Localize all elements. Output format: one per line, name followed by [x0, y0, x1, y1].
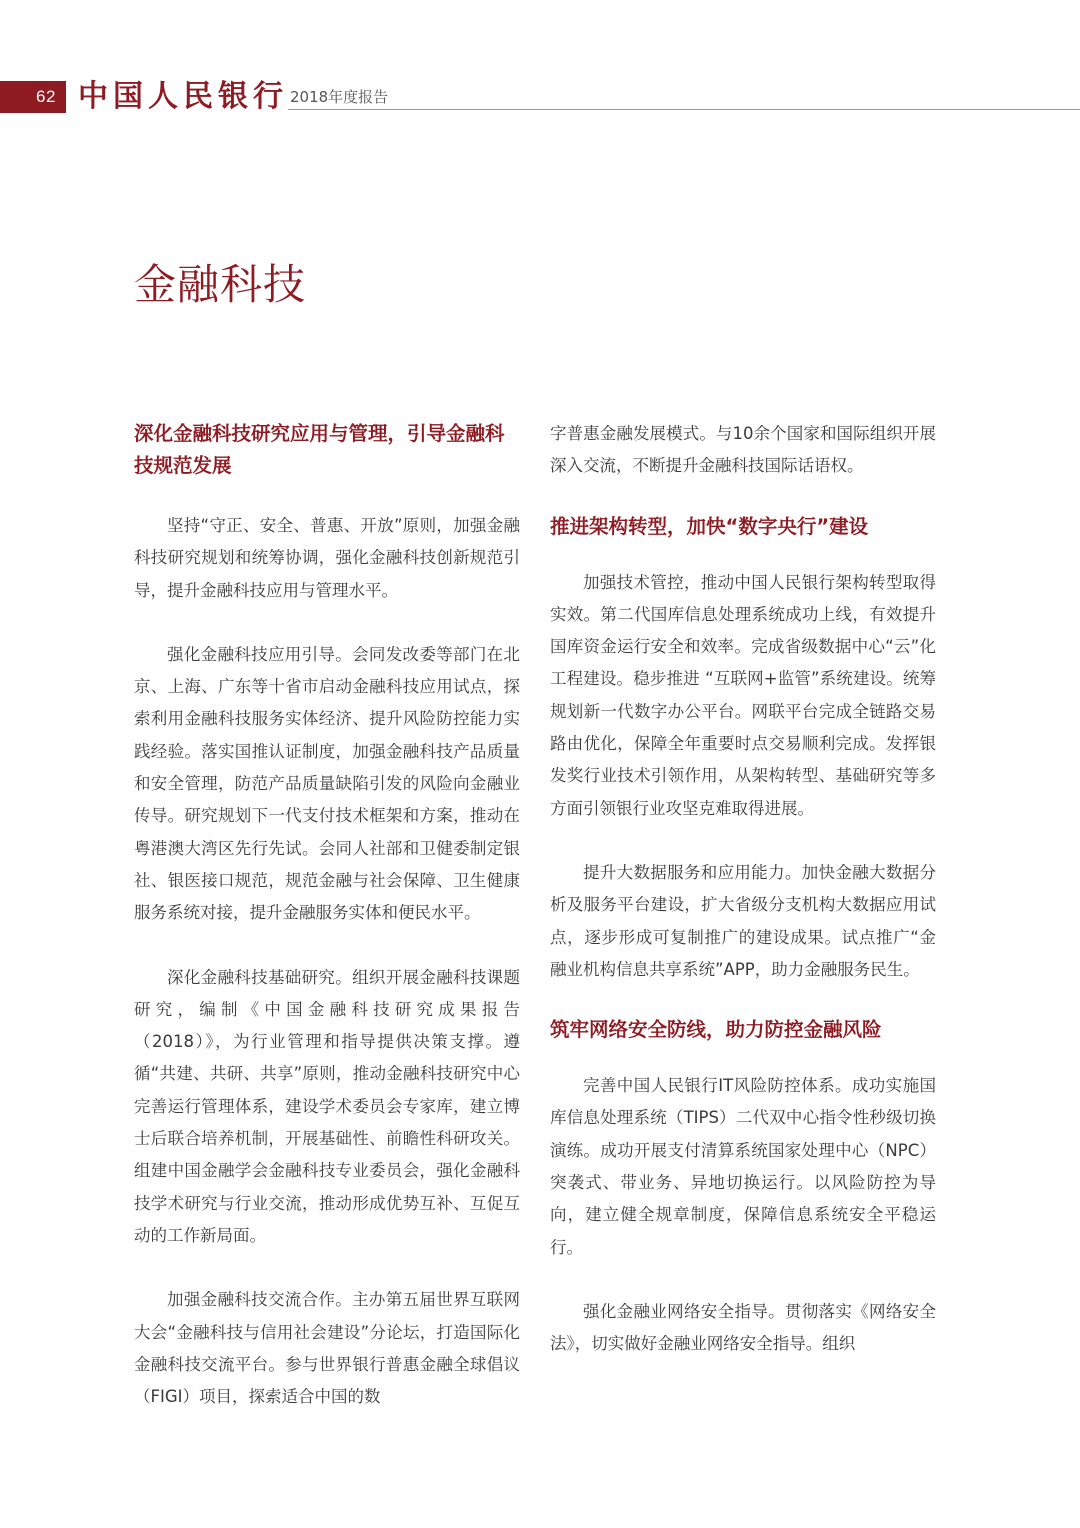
- bank-logo-text: 中国人民银行: [78, 79, 288, 114]
- paragraph: 加强技术管控，推动中国人民银行架构转型取得实效。第二代国库信息处理系统成功上线，有效提升国库资金运行安全和效率。完成省级数据中心“云”化工程建设。稳步推进 “互联网+监管”系统建设。统筹规划新一代数字办公平台。网联平台完成全链路交易路由优化，保障全年重要时点交易顺利完成。发挥银发奖行业技术引领作用，从架构转型、基础研究等多方面引领银行业攻坚克难取得进展。: [550, 572, 936, 818]
- page-number: 62: [36, 87, 56, 106]
- header-rule: [288, 109, 1080, 110]
- report-label: 2018年度报告: [290, 88, 389, 106]
- paragraph: 提升大数据服务和应用能力。加快金融大数据分析及服务平台建设，扩大省级分支机构大数据应用试点，逐步形成可复制推广的建设成果。试点推广“金融业机构信息共享系统”APP，助力金融服务民生。: [550, 862, 936, 979]
- paragraph: 深化金融科技基础研究。组织开展金融科技课题研究，编制《中国金融科技研究成果报告（2018）》，为行业管理和指导提供决策支撑。遵循“共建、共研、共享”原则，推动金融科技研究中心完善运行管理体系，建设学术委员会专家库，建立博士后联合培养机制，开展基础性、前瞻性科研攻关。组建中国金融学会金融科技专业委员会，强化金融科技学术研究与行业交流，推动形成优势互补、互促互动的工作新局面。: [134, 967, 520, 1245]
- page-title: 金融科技: [134, 260, 307, 309]
- left-column: [134, 418, 520, 1413]
- section-heading: 筑牢网络安全防线，助力防控金融风险: [550, 1018, 882, 1042]
- paragraph-continued: 字普惠金融发展模式。与10余个国家和国际组织开展深入交流，不断提升金融科技国际话语权。: [550, 424, 936, 476]
- paragraph: 坚持“守正、安全、普惠、开放”原则，加强金融科技研究规划和统筹协调，强化金融科技创新规范引导，提升金融科技应用与管理水平。: [134, 516, 520, 600]
- paragraph: 完善中国人民银行IT风险防控体系。成功实施国库信息处理系统（TIPS）二代双中心指令性秒级切换演练。成功开展支付清算系统国家处理中心（NPC）突袭式、带业务、异地切换运行。以风险防控为导向，建立健全规章制度，保障信息系统安全平稳运行。: [550, 1076, 936, 1257]
- paragraph: 加强金融科技交流合作。主办第五届世界互联网大会“金融科技与信用社会建设”分论坛，打造国际化金融科技交流平台。参与世界银行普惠金融全球倡议（FIGI）项目，探索适合中国的数: [134, 1290, 520, 1407]
- section-heading: 深化金融科技研究应用与管理，引导金融科技规范发展: [134, 422, 505, 477]
- paragraph: 强化金融科技应用引导。会同发改委等部门在北京、上海、广东等十省市启动金融科技应用试点，探索利用金融科技服务实体经济、提升风险防控能力实践经验。落实国推认证制度，加强金融科技产品质量和安全管理，防范产品质量缺陷引发的风险向金融业传导。研究规划下一代支付技术框架和方案，推动在粤港澳大湾区先行先试。会同人社部和卫健委制定银社、银医接口规范，规范金融与社会保障、卫生健康服务系统对接，提升金融服务实体和便民水平。: [134, 644, 520, 923]
- page-header: [0, 78, 1080, 118]
- paragraph: 强化金融业网络安全指导。贯彻落实《网络安全法》，切实做好金融业网络安全指导。组织: [550, 1301, 936, 1354]
- page-number-block: [0, 81, 66, 113]
- right-column: [550, 418, 936, 1361]
- section-heading: 推进架构转型，加快“数字央行”建设: [550, 514, 869, 538]
